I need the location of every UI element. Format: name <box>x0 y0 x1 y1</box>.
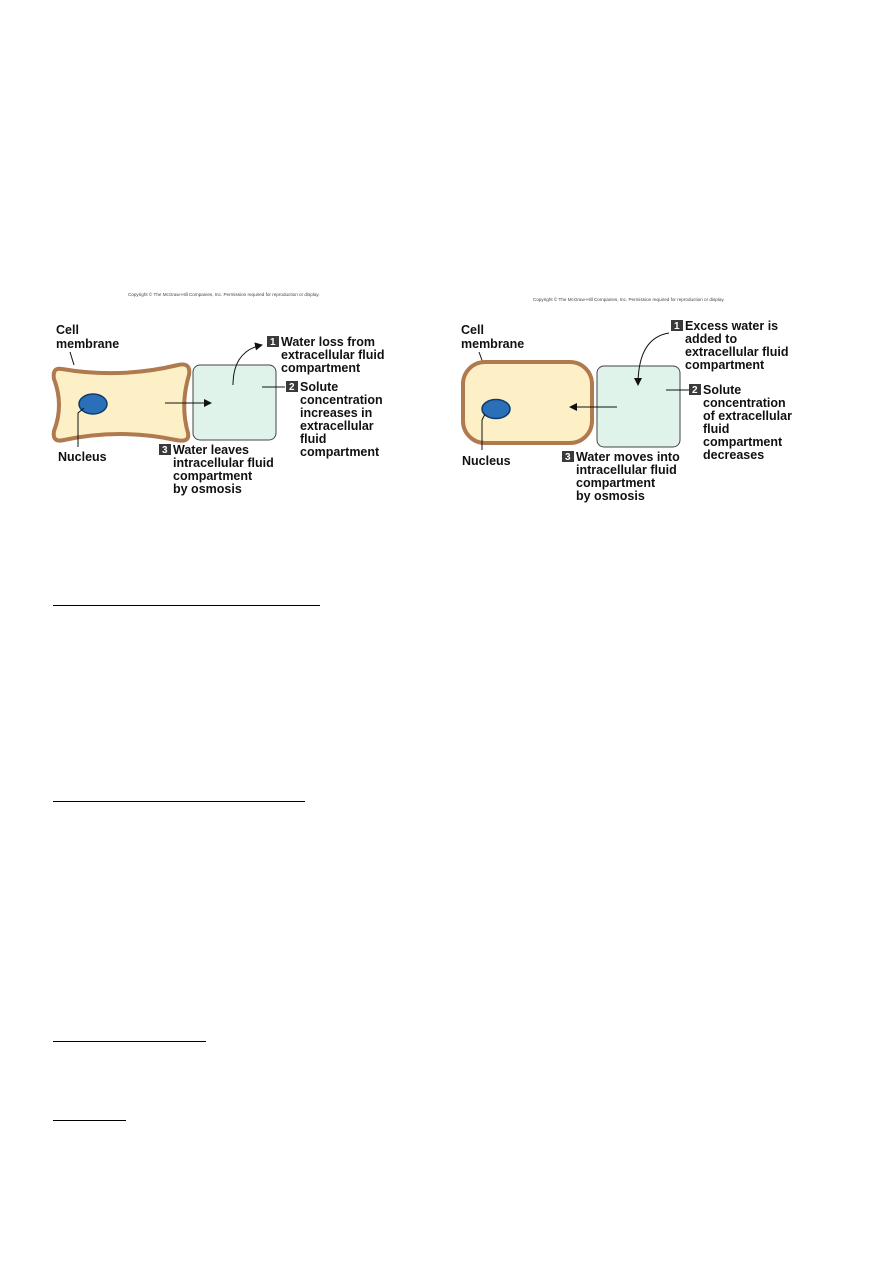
step-number: 2 <box>692 385 698 396</box>
cell-membrane-label: membrane <box>56 337 120 351</box>
step-2-text: compartment <box>300 445 380 459</box>
step-2-text: extracellular <box>300 419 374 433</box>
step-number: 2 <box>289 382 295 393</box>
step-2-text: compartment <box>703 435 783 449</box>
copyright-notice: Copyright © The McGraw-Hill Companies, Inc. Permission required for reproduction or display. <box>128 292 320 297</box>
step-2-text: fluid <box>300 432 327 446</box>
step-2-text: concentration <box>703 396 786 410</box>
heading-underline <box>53 1120 126 1121</box>
leader-line <box>70 352 74 365</box>
step-1-text: extracellular fluid <box>685 345 789 359</box>
step-2-text: concentration <box>300 393 383 407</box>
nucleus-label: Nucleus <box>462 454 511 468</box>
step-2-text: Solute <box>703 383 742 397</box>
step-2-text: increases in <box>300 406 373 420</box>
step-3-text: by osmosis <box>576 489 645 503</box>
step-1-text: Water loss from <box>281 335 376 349</box>
step-3-text: compartment <box>576 476 656 490</box>
step-1-text: compartment <box>281 361 361 375</box>
nucleus <box>79 394 107 414</box>
step-2-text: fluid <box>703 422 730 436</box>
step-number: 1 <box>270 337 276 348</box>
step-1-text: extracellular fluid <box>281 348 385 362</box>
nucleus-label: Nucleus <box>58 450 107 464</box>
step-1-text: added to <box>685 332 738 346</box>
figure-cell-shrinking <box>40 285 420 500</box>
step-1-text: compartment <box>685 358 765 372</box>
figure-cell-swelling <box>445 290 845 512</box>
step-1-text: Excess water is <box>685 319 779 333</box>
step-3-text: Water leaves <box>173 443 249 457</box>
step-3-text: intracellular fluid <box>173 456 274 470</box>
step-number: 3 <box>565 452 571 463</box>
heading-underline <box>53 1041 206 1042</box>
cell-membrane-label: Cell <box>461 323 484 337</box>
step-number: 3 <box>162 445 168 456</box>
cell-membrane-label: Cell <box>56 323 79 337</box>
heading-underline <box>53 605 320 606</box>
step-3-text: intracellular fluid <box>576 463 677 477</box>
step-number: 1 <box>674 321 680 332</box>
copyright-notice: Copyright © The McGraw-Hill Companies, Inc. Permission required for reproduction or display. <box>533 297 725 302</box>
cell-membrane-label: membrane <box>461 337 525 351</box>
step-2-text: of extracellular <box>703 409 792 423</box>
step-3-text: Water moves into <box>576 450 680 464</box>
step-3-text: compartment <box>173 469 253 483</box>
nucleus <box>482 400 510 419</box>
heading-underline <box>53 801 305 802</box>
step-2-text: decreases <box>703 448 765 462</box>
step-3-text: by osmosis <box>173 482 242 496</box>
step-2-text: Solute <box>300 380 339 394</box>
